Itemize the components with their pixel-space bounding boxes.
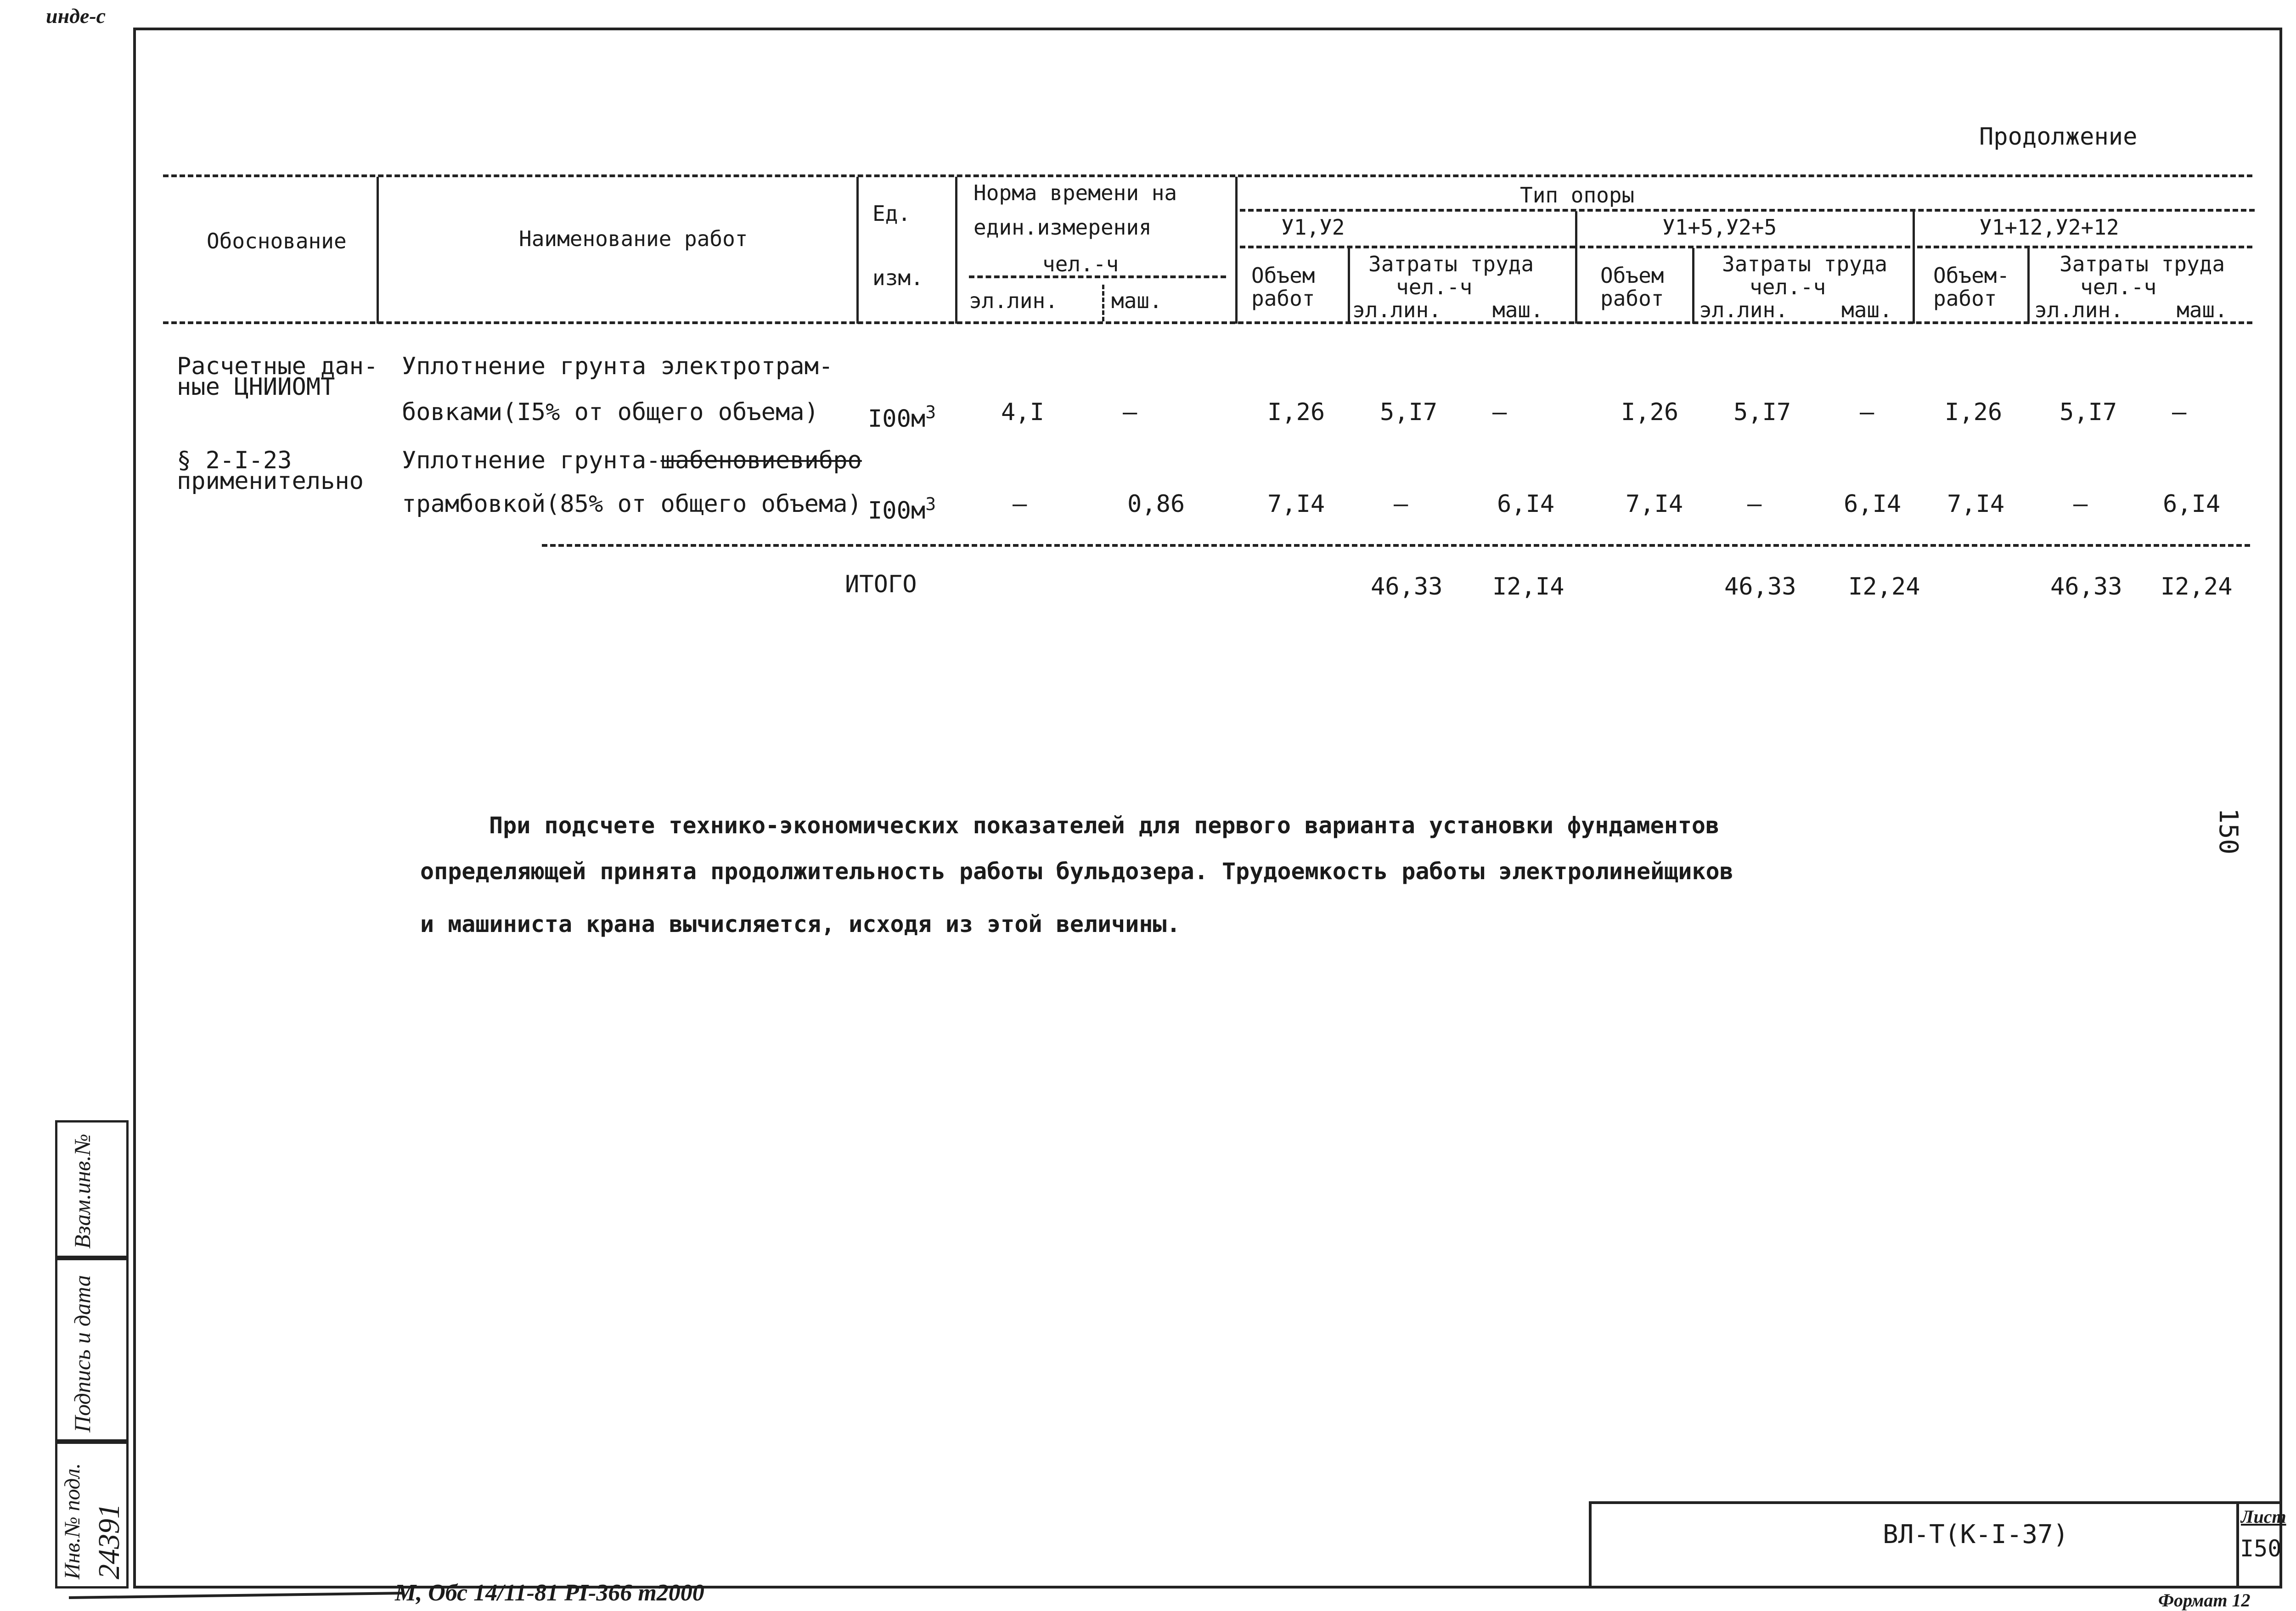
group-1-el: эл.лин. xyxy=(1352,298,1441,322)
footer-handwritten: М, Обс 14/11-81 РI-366 т2000 xyxy=(395,1580,704,1606)
row-2-g2-el: – xyxy=(1747,490,1762,518)
row-2-g3-vol: 7,I4 xyxy=(1947,490,2005,518)
row-2-g3-mash: 6,I4 xyxy=(2163,490,2221,518)
group-2-cost-1: Затраты труда xyxy=(1722,252,1888,276)
header-norm-mash: маш. xyxy=(1111,288,1162,313)
group-3-vol-2: работ xyxy=(1933,286,1997,311)
header-norm-el: эл.лин. xyxy=(969,288,1058,313)
group-3-cost-2: чел.-ч xyxy=(2080,275,2157,299)
row-2-unit: $I00м^3$ xyxy=(868,494,936,525)
row-2-g2-vol: 7,I4 xyxy=(1626,490,1683,518)
row-1-g1-mash: – xyxy=(1492,399,1507,426)
total-g3-el: 46,33 xyxy=(2050,573,2122,601)
group-2-vol-2: работ xyxy=(1600,286,1664,311)
support-rule xyxy=(1240,209,2255,212)
row-1-norm-mash: – xyxy=(1123,399,1137,426)
total-label: ИТОГО xyxy=(845,571,917,598)
page-frame xyxy=(133,28,2282,1589)
group-2-vol-1: Объем xyxy=(1600,263,1664,288)
struck-text: шабеновиевибро xyxy=(660,447,862,474)
side-inv-number: 24391 xyxy=(92,1504,126,1579)
row-1-g2-vol: I,26 xyxy=(1621,399,1679,426)
row-2-norm-mash: 0,86 xyxy=(1127,490,1185,518)
header-norm-2: един.измерения xyxy=(974,215,1152,240)
row-1-g3-mash: – xyxy=(2172,399,2187,426)
header-top-rule xyxy=(163,174,2252,177)
row-1-basis-2: ные ЦНИИОМТ xyxy=(177,373,335,401)
group-1-cost-1: Затраты труда xyxy=(1368,252,1534,276)
total-g1-mash: I2,I4 xyxy=(1492,573,1564,601)
group-3-cost-1: Затраты труда xyxy=(2060,252,2225,276)
col-divider xyxy=(1692,248,1694,324)
header-unit-2: изм. xyxy=(872,265,923,290)
group-3-mash: маш. xyxy=(2177,298,2228,322)
row-2-g1-mash: 6,I4 xyxy=(1497,490,1555,518)
header-support-type: Тип опоры xyxy=(1520,183,1635,208)
row-2-norm-el: – xyxy=(1013,490,1027,518)
col-divider xyxy=(1102,285,1104,321)
header-norm-1: Норма времени на xyxy=(974,180,1177,205)
header-bottom-rule xyxy=(163,321,2252,324)
col-divider xyxy=(856,177,859,324)
group-2-name: У1+5,У2+5 xyxy=(1662,215,1777,240)
row-2-g3-el: – xyxy=(2073,490,2088,518)
col-divider xyxy=(1235,177,1238,324)
stamp-code: ВЛ-Т(К-I-37) xyxy=(1883,1520,2069,1549)
group-1-name: У1,У2 xyxy=(1281,215,1345,240)
col-divider xyxy=(2027,248,2030,324)
side-inv-label: Инв.№ подл. xyxy=(60,1463,84,1579)
row-2-basis-1: § 2-I-23 xyxy=(177,447,292,474)
continuation-label: Продолжение xyxy=(1979,123,2138,151)
row-1-g1-el: 5,I7 xyxy=(1380,399,1438,426)
row-1-g3-vol: I,26 xyxy=(1945,399,2003,426)
row-2-basis-2: применительно xyxy=(177,467,364,495)
total-g3-mash: I2,24 xyxy=(2161,573,2233,601)
row-2-g1-vol: 7,I4 xyxy=(1267,490,1325,518)
side-page-number: 150 xyxy=(2213,808,2243,855)
col-divider xyxy=(1348,248,1350,324)
row-2-g1-el: – xyxy=(1394,490,1408,518)
row-1-name-1: Уплотнение грунта электротрам- xyxy=(402,353,833,380)
sheet-label: Лист xyxy=(2241,1506,2286,1527)
group-1-rule xyxy=(1240,246,1575,248)
note-line-3: и машиниста крана вычисляется, исходя из этой величины. xyxy=(420,911,1181,937)
header-basis: Обоснование xyxy=(207,229,347,253)
col-divider xyxy=(377,177,379,324)
row-1-g2-el: 5,I7 xyxy=(1733,399,1791,426)
group-1-mash: маш. xyxy=(1492,298,1543,322)
side-sign-label: Подпись и дата xyxy=(69,1275,95,1432)
row-2-g2-mash: 6,I4 xyxy=(1844,490,1902,518)
header-norm-3: чел.-ч xyxy=(1042,252,1119,276)
footer-format: Формат 12 xyxy=(2158,1590,2251,1611)
row-1-basis-1: Расчетные дан- xyxy=(177,353,378,380)
group-2-el: эл.лин. xyxy=(1699,298,1788,322)
row-1-unit: $I00м^3$ xyxy=(868,402,936,433)
row-1-name-2: бовками(I5% от общего объема) xyxy=(402,399,819,426)
header-work-name: Наименование работ xyxy=(519,226,748,251)
row-1-norm-el: 4,I xyxy=(1001,399,1044,426)
top-left-mark: инде-с xyxy=(46,4,106,28)
total-rule xyxy=(542,544,2250,547)
group-2-cost-2: чел.-ч xyxy=(1750,275,1826,299)
group-3-vol-1: Объем- xyxy=(1933,263,2010,288)
note-line-1: При подсчете технико-экономических показателей для первого варианта установки фундаментов xyxy=(489,812,1720,839)
group-1-cost-2: чел.-ч xyxy=(1396,275,1473,299)
footer-strikethrough xyxy=(64,1579,413,1607)
col-divider xyxy=(1575,211,1577,324)
group-1-vol-2: работ xyxy=(1251,286,1315,311)
group-1-vol-1: Объем xyxy=(1251,263,1315,288)
total-g1-el: 46,33 xyxy=(1371,573,1443,601)
side-replace-label: Взам.инв.№ xyxy=(69,1134,95,1249)
group-3-el: эл.лин. xyxy=(2034,298,2123,322)
row-2-name-1: Уплотнение грунта-шабеновиевибро xyxy=(402,447,862,474)
group-3-name: У1+12,У2+12 xyxy=(1979,215,2119,240)
header-unit-1: Ед. xyxy=(872,201,911,226)
row-1-g2-mash: – xyxy=(1860,399,1874,426)
sheet-number: I50 xyxy=(2240,1535,2282,1562)
total-g2-el: 46,33 xyxy=(1724,573,1796,601)
row-1-g1-vol: I,26 xyxy=(1267,399,1325,426)
total-g2-mash: I2,24 xyxy=(1848,573,1920,601)
note-line-2: определяющей принята продолжительность работы бульдозера. Трудоемкость работы электролинейщиков xyxy=(420,858,1733,885)
col-divider xyxy=(1913,211,1915,324)
col-divider xyxy=(955,177,957,324)
group-2-rule xyxy=(1580,246,1910,248)
group-3-rule xyxy=(1917,246,2252,248)
row-2-name-2: трамбовкой(85% от общего объема) xyxy=(402,490,862,518)
row-1-g3-el: 5,I7 xyxy=(2060,399,2117,426)
group-2-mash: маш. xyxy=(1841,298,1892,322)
